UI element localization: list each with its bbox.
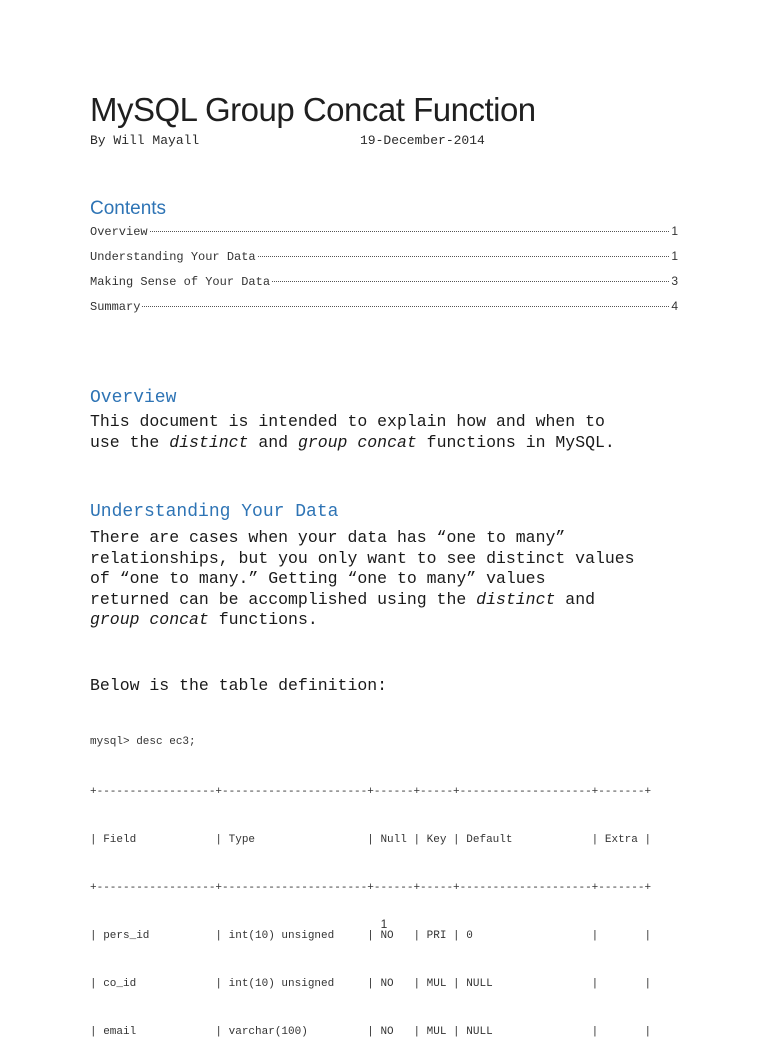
text-run-italic: distinct: [169, 432, 249, 452]
understanding-paragraph: [90, 528, 690, 631]
text-run-italic: distinct: [476, 589, 556, 609]
sql-line: | email | varchar(100) | NO | MUL | NULL | |: [90, 1026, 652, 1038]
overview-line: [90, 433, 690, 454]
sql-line: | Field | Type | Null | Key | Default | Extra |: [90, 834, 652, 846]
sql-command: mysql> desc ec3;: [90, 736, 196, 748]
toc-item-overview[interactable]: [90, 224, 678, 249]
understanding-line: [90, 610, 690, 631]
understanding-line: of “one to many.” Getting “one to many” values: [90, 569, 546, 588]
toc-item-page: 1: [671, 249, 678, 263]
document-date: 19-December-2014: [360, 133, 485, 148]
text-run: and: [555, 589, 595, 609]
toc-item-label: Summary: [90, 300, 141, 314]
sql-output: [90, 756, 651, 1056]
table-of-contents: [90, 224, 678, 324]
sql-line: +------------------+----------------------+------+-----+--------------------+-------+: [90, 786, 652, 798]
document-title: MySQL Group Concat Function: [90, 91, 536, 128]
toc-item-label: Making Sense of Your Data: [90, 275, 271, 289]
toc-leader: [258, 256, 670, 257]
contents-heading: Contents: [90, 198, 167, 219]
text-run: and: [248, 432, 298, 452]
sql-line: +------------------+----------------------+------+-----+--------------------+-------+: [90, 882, 652, 894]
author-byline: By Will Mayall: [90, 133, 200, 148]
toc-leader: [150, 231, 670, 232]
text-run: functions in MySQL.: [416, 432, 615, 452]
toc-item-page: 1: [671, 224, 678, 238]
text-run: use the: [90, 432, 170, 452]
toc-item-label: Understanding Your Data: [90, 250, 256, 264]
toc-item-page: 4: [671, 299, 678, 313]
toc-item-label: Overview: [90, 225, 148, 239]
table-intro: Below is the table definition:: [90, 676, 388, 695]
text-run: returned can be accomplished using the: [90, 589, 477, 609]
text-run-italic: group concat: [297, 432, 417, 452]
overview-heading: Overview: [90, 388, 177, 408]
text-run-italic: group concat: [90, 610, 209, 629]
understanding-line: [90, 590, 690, 611]
overview-paragraph: [90, 412, 690, 453]
toc-leader: [142, 306, 669, 307]
understanding-line: There are cases when your data has “one to many”: [90, 528, 566, 547]
toc-item-making-sense[interactable]: [90, 274, 678, 299]
toc-item-page: 3: [671, 274, 678, 288]
sql-line: | pers_id | int(10) unsigned | NO | PRI | 0 | |: [90, 930, 652, 942]
overview-line: This document is intended to explain how and when to: [90, 412, 605, 431]
page-number: 1: [380, 917, 388, 931]
understanding-line: relationships, but you only want to see distinct values: [90, 548, 635, 568]
text-run: functions.: [208, 610, 318, 629]
understanding-heading: Understanding Your Data: [90, 502, 339, 522]
sql-line: | co_id | int(10) unsigned | NO | MUL | NULL | |: [90, 978, 652, 990]
toc-item-summary[interactable]: [90, 299, 678, 324]
toc-leader: [272, 281, 669, 282]
toc-item-understanding[interactable]: [90, 249, 678, 274]
